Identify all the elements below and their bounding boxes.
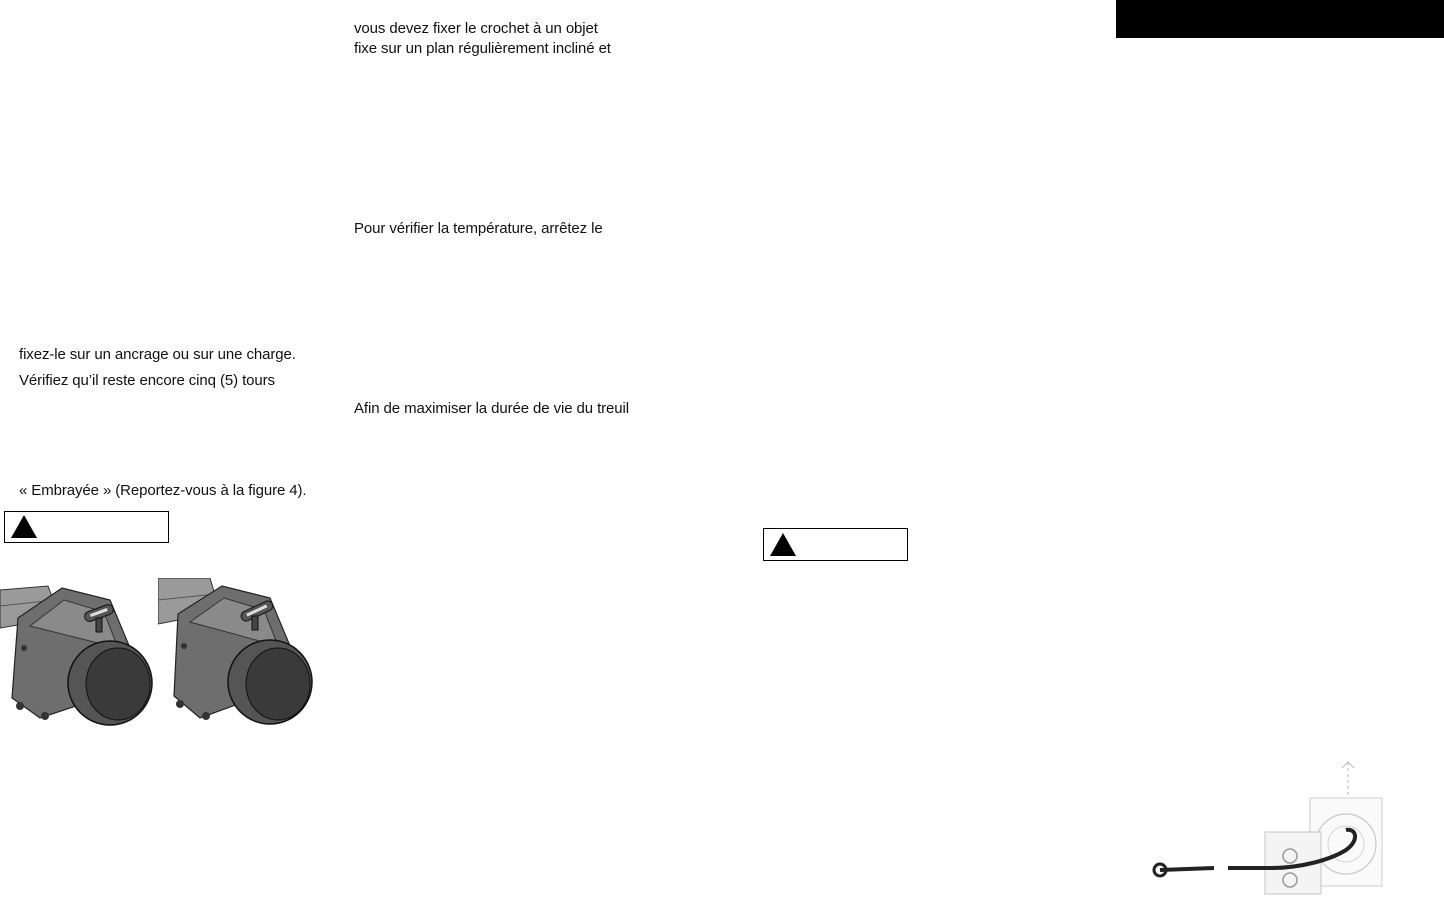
text-line: « Embrayée » (Reportez-vous à la figure 4). xyxy=(19,482,307,499)
warning-triangle-icon xyxy=(10,514,38,539)
warning-box xyxy=(4,511,169,543)
text-line: Afin de maximiser la durée de vie du treuil xyxy=(354,400,630,417)
warning-triangle-icon xyxy=(769,532,797,557)
winch-cable-mount-illustration xyxy=(1150,760,1390,899)
text-line: vous devez fixer le crochet à un objet xyxy=(354,20,598,37)
winch-clutch-engaged-illustration xyxy=(158,578,316,730)
text-line: fixez-le sur un ancrage ou sur une charge. xyxy=(19,346,296,363)
header-band xyxy=(1116,0,1444,38)
text-line: fixe sur un plan régulièrement incliné et xyxy=(354,40,611,57)
warning-box xyxy=(763,528,908,561)
text-line: Vérifiez qu’il reste encore cinq (5) tours xyxy=(19,372,275,389)
winch-clutch-disengaged-illustration xyxy=(0,578,155,730)
text-line: Pour vérifier la température, arrêtez le xyxy=(354,220,603,237)
